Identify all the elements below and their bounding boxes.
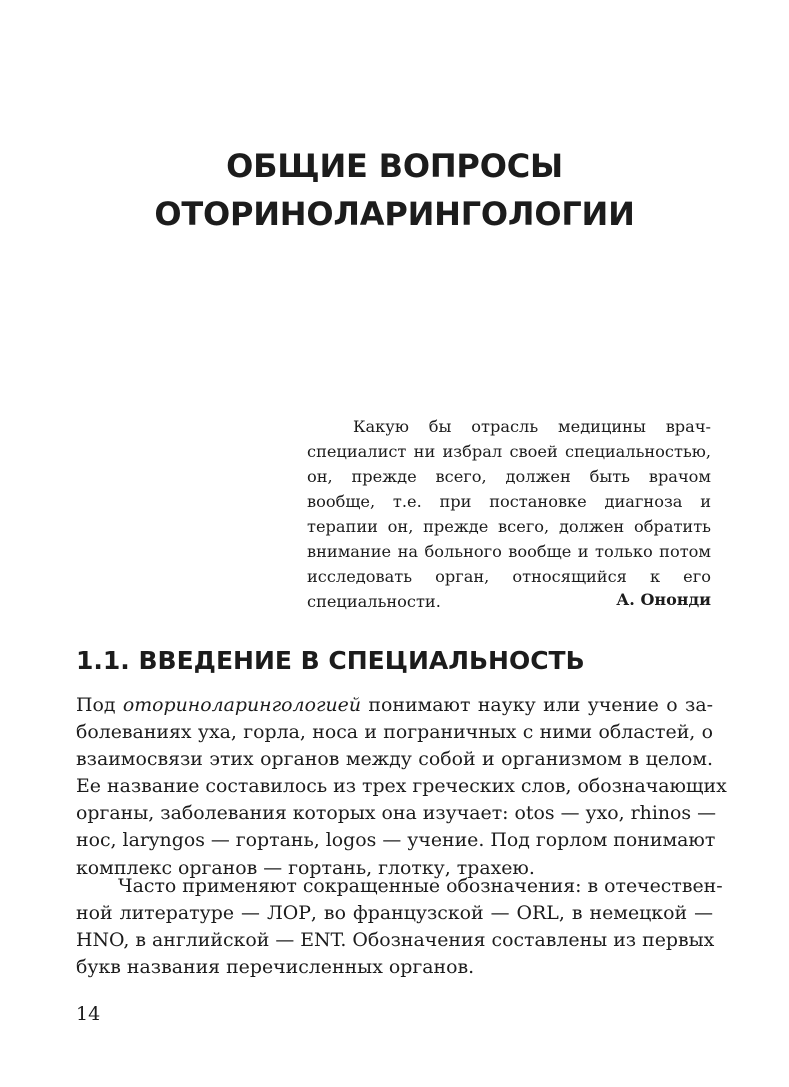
chapter-title: [0, 142, 789, 238]
paragraph-line: Ее название составилось из трех греческих слов, обозначающих: [76, 775, 727, 798]
epigraph-quote: Какую бы отрасль медицины врач-специалист ни избрал своей специальностью, он, прежде всего, должен быть врачом вообще, т.е. при постановке диагноза и терапии он, прежде всего, должен обратить внимание на больного вообще и только потом исследовать орган, относящийся к его специальности.: [307, 417, 711, 611]
paragraph-abbreviations: [76, 873, 723, 981]
chapter-title-line-1: ОБЩИЕ ВОПРОСЫ: [226, 147, 563, 185]
paragraph-line: [76, 692, 713, 719]
paragraph-line: комплекс органов — гортань, глотку, трахею.: [76, 856, 535, 879]
chapter-title-line-2: ОТОРИНОЛАРИНГОЛОГИИ: [154, 195, 635, 233]
paragraph-line: органы, заболевания которых она изучает: otos — ухо, rhinos —: [76, 802, 716, 825]
epigraph-author: А. Ононди: [616, 590, 711, 609]
paragraph-introduction: [76, 692, 727, 882]
paragraph-line: нос, laryngos — гортань, logos — учение. Под горлом понимают: [76, 829, 716, 852]
text-fragment: понимают науку или учение о за-: [361, 694, 713, 716]
emphasized-term: оториноларингологией: [122, 694, 361, 716]
section-heading: 1.1. ВВЕДЕНИЕ В СПЕЦИАЛЬНОСТЬ: [76, 646, 585, 675]
paragraph-line: букв названия перечисленных органов.: [76, 956, 475, 979]
text-fragment: Под: [76, 694, 123, 716]
paragraph-line: ной литературе — ЛОР, во французской — ORL, в немецкой —: [76, 902, 713, 925]
paragraph-line: HNO, в английской — ENT. Обозначения составлены из первых: [76, 929, 715, 952]
paragraph-line: Часто применяют сокращенные обозначения: в отечествен-: [118, 875, 723, 897]
paragraph-line: болеваниях уха, горла, носа и пограничных с ними областей, о: [76, 721, 713, 744]
page-number: 14: [76, 1003, 101, 1025]
paragraph-line: взаимосвязи этих органов между собой и организмом в целом.: [76, 748, 713, 771]
